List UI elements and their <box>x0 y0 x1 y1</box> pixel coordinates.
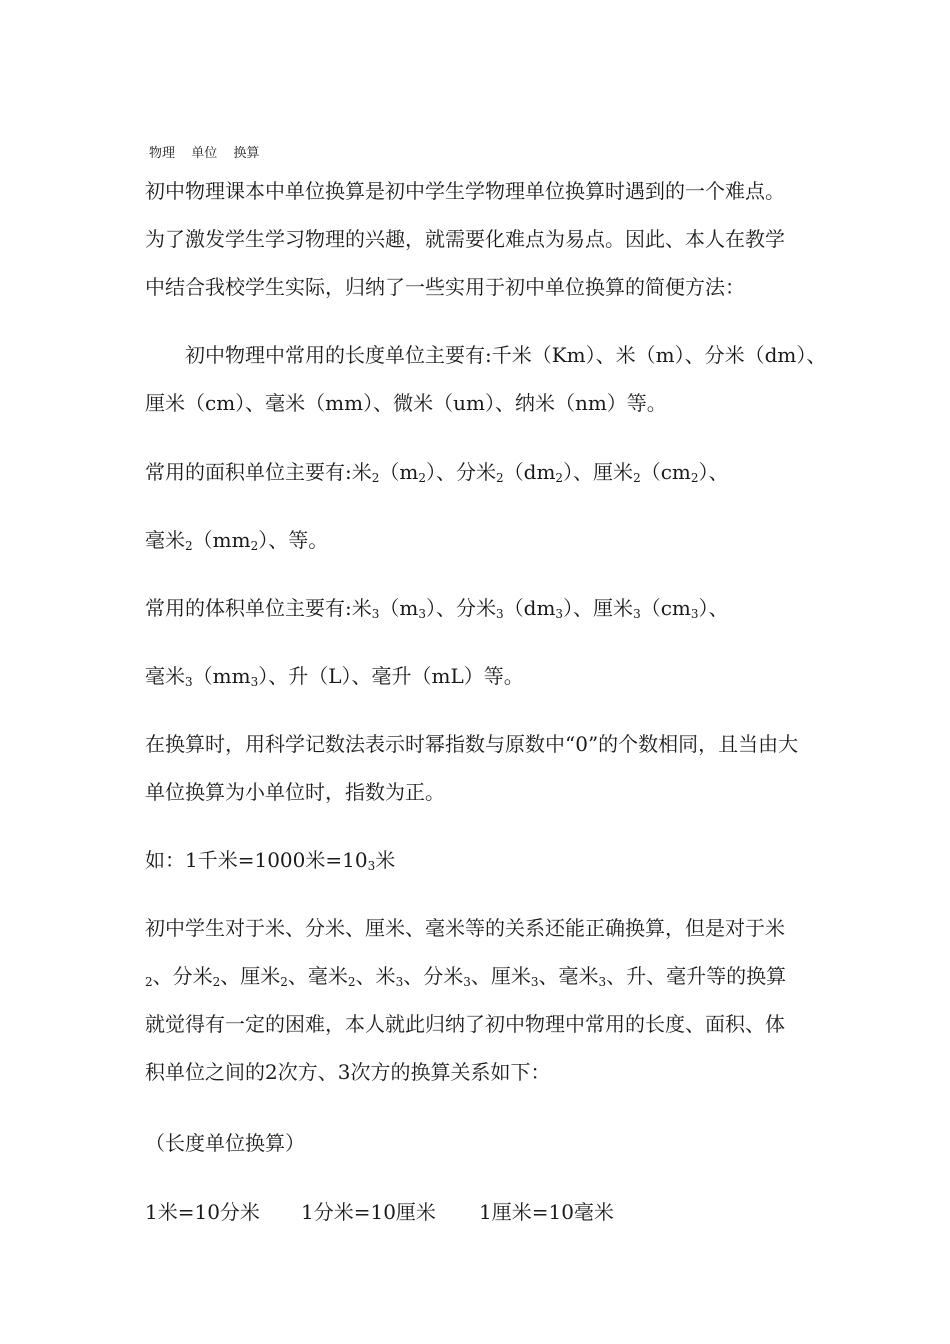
conversion-item: 1厘米=10毫米 <box>479 1200 614 1224</box>
text-run: 常用的面积单位主要有:米 <box>145 460 372 484</box>
exponent: 3 <box>555 607 564 621</box>
exponent: 2 <box>185 539 193 553</box>
text-line: 就觉得有一定的困难，本人就此归纳了初中物理中常用的长度、面积、体 <box>145 1012 785 1036</box>
text-run: 、分米 <box>403 964 464 988</box>
text-run: ）、升（L）、毫升（mL）等。 <box>258 664 524 688</box>
text-run: （dm <box>503 596 556 620</box>
conversion-item: 1米=10分米 <box>145 1200 260 1224</box>
text-run: ）、分米 <box>426 596 496 620</box>
text-line: 初中物理课本中单位换算是初中学生学物理单位换算时遇到的一个难点。 <box>145 179 785 203</box>
text-run: ）、等。 <box>258 528 329 552</box>
volume-units-line-2 <box>145 664 815 689</box>
text-line: 厘米（cm）、毫米（mm）、微米（um）、纳米（nm）等。 <box>145 391 667 415</box>
text-line <box>145 964 815 989</box>
text-run: 、厘米 <box>220 964 281 988</box>
text-run: 、升、毫升等的换算 <box>606 964 787 988</box>
text-run: 、毫米 <box>287 964 348 988</box>
scientific-notation-paragraph <box>145 734 815 802</box>
text-run: ）、 <box>698 460 729 484</box>
exponent: 2 <box>371 471 380 485</box>
exponent: 2 <box>690 471 699 485</box>
conversion-difficulty-paragraph <box>145 918 815 1082</box>
text-run: 如：1千米=1000米=10 <box>145 848 368 872</box>
exponent: 3 <box>418 607 426 621</box>
text-line: 积单位之间的2次方、3次方的换算关系如下： <box>145 1060 551 1084</box>
text-run: ）、厘米 <box>563 460 634 484</box>
text-run: （cm <box>640 460 691 484</box>
section-heading <box>145 1133 815 1153</box>
text-line: 在换算时，用科学记数法表示时幂指数与原数中“0”的个数相同，且当由大 <box>145 732 799 756</box>
text-run: 常用的体积单位主要有:米 <box>145 596 372 620</box>
text-run: 、厘米 <box>470 964 531 988</box>
text-run: （cm <box>640 596 691 620</box>
exponent: 3 <box>690 607 699 621</box>
exponent: 3 <box>530 975 539 989</box>
area-units-line-1 <box>145 460 815 485</box>
text-run: （dm <box>503 460 556 484</box>
exponent: 3 <box>598 975 607 989</box>
exponent: 2 <box>212 975 221 989</box>
exponent: 2 <box>145 975 153 989</box>
text-run: （m <box>379 460 419 484</box>
text-run: （mm <box>192 664 251 688</box>
exponent: 2 <box>418 471 426 485</box>
text-run: 、分米 <box>152 964 213 988</box>
exponent: 3 <box>395 975 404 989</box>
exponent: 2 <box>555 471 564 485</box>
text-run: 米 <box>375 848 396 872</box>
text-run: 、毫米 <box>538 964 599 988</box>
text-run: 毫米 <box>145 664 185 688</box>
example-line <box>145 848 815 873</box>
exponent: 3 <box>371 607 380 621</box>
length-units-paragraph <box>145 343 827 415</box>
text-line: （长度单位换算） <box>145 1131 305 1155</box>
text-line: 中结合我校学生实际，归纳了一些实用于初中单位换算的简便方法： <box>145 275 745 299</box>
keywords-line: 物理 单位 换算 <box>149 146 260 161</box>
text-run: 、米 <box>355 964 396 988</box>
text-line: 初中物理中常用的长度单位主要有:千米（Km）、米（m）、分米（dm）、 <box>185 343 827 367</box>
conversion-item: 1分米=10厘米 <box>301 1200 436 1224</box>
length-conversion-row <box>145 1200 614 1224</box>
exponent: 3 <box>367 859 376 873</box>
exponent: 3 <box>633 607 641 621</box>
text-run: 毫米 <box>145 528 185 552</box>
volume-units-line-1 <box>145 596 815 621</box>
exponent: 3 <box>185 675 193 689</box>
exponent: 2 <box>347 975 356 989</box>
exponent: 2 <box>633 471 641 485</box>
exponent: 3 <box>250 675 259 689</box>
exponent: 3 <box>496 607 504 621</box>
text-run: ）、 <box>698 596 729 620</box>
intro-paragraph <box>145 181 815 297</box>
text-line: 单位换算为小单位时，指数为正。 <box>145 780 445 804</box>
exponent: 2 <box>250 539 259 553</box>
text-line: 为了激发学生学习物理的兴趣，就需要化难点为易点。因此、本人在教学 <box>145 227 785 251</box>
text-line: 初中学生对于米、分米、厘米、毫米等的关系还能正确换算，但是对于米 <box>145 916 785 940</box>
text-run: （m <box>379 596 419 620</box>
exponent: 2 <box>280 975 288 989</box>
exponent: 3 <box>463 975 471 989</box>
text-run: ）、厘米 <box>563 596 634 620</box>
text-run: ）、分米 <box>426 460 496 484</box>
area-units-line-2 <box>145 528 815 553</box>
text-run: （mm <box>192 528 251 552</box>
exponent: 2 <box>496 471 504 485</box>
